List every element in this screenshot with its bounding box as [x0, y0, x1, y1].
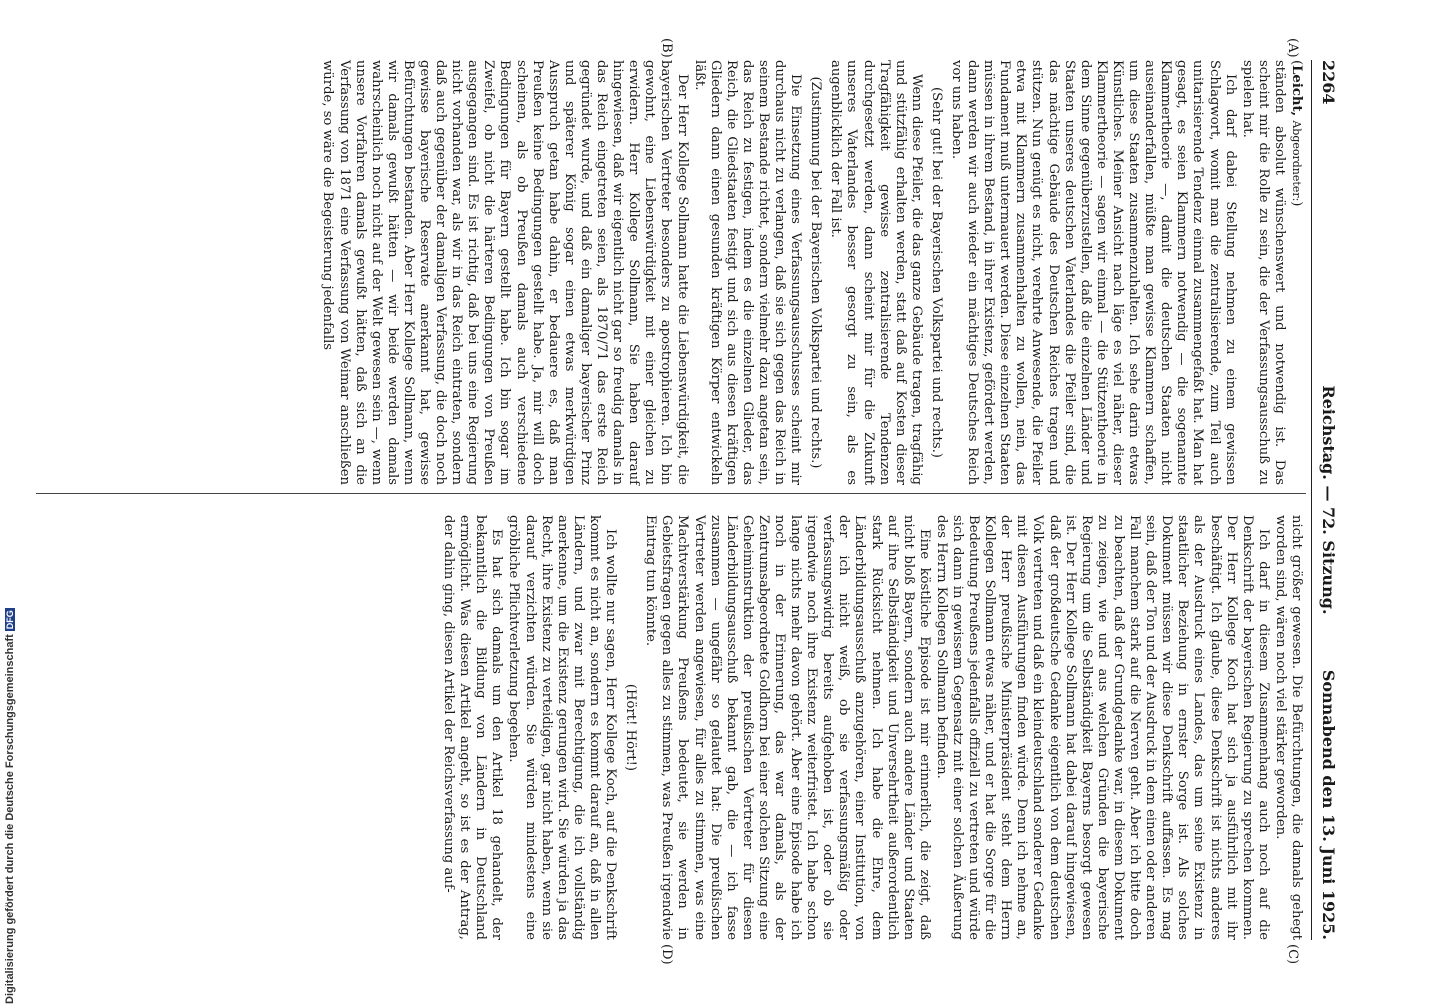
remark: (Zustimmung bei der Bayerischen Volkspartei und rechts.) [808, 76, 824, 469]
paragraph: ständen absolut wünschenswert und notwendig ist. Das scheint mir die Rolle zu sein, die der Verfassungsausschuß zu spielen hat. [1239, 60, 1287, 485]
remark: (Sehr gut! bei der Bayerischen Volkspartei und rechts.) [928, 87, 944, 458]
page-number: 2264 [1319, 60, 1338, 105]
margin-mark-a: (A) [1285, 38, 1300, 58]
remark: (Hört! Hört!) [623, 683, 639, 772]
column-divider [36, 493, 1306, 494]
paragraph: Es hat sich damals um den Artikel 18 gehandelt, der bekanntlich die Bildung von Ländern in Deutschland ermöglicht. Was diesen Artikel angeht, so ist es der Antrag, der dahin ging, diesen Artikel der Reichsverfassung auf- [441, 515, 505, 940]
page-header [1314, 60, 1338, 940]
margin-mark-c: (C) [1285, 944, 1300, 965]
paragraph: Der Herr Kollege Sollmann hatte die Liebenswürdigkeit, die bayerischen Vertreter besonders zu apostrophieren. Ich bin gewohnt, eine Liebenswürdigkeit mit einer gleichen zu erwidern. Herr Kollege Sollmann, Sie haben darauf hingewiesen, daß wir eigentlich nicht gar so freudig damals in das Reich eingetreten seien, als 1870/71 das erste Reich gegründet wurde, und daß ein damaliger bayerischer Prinz und späterer König sogar einen etwas merkwürdigen Ausspruch getan habe dahin, er bedauere es, daß man Preußen keine Bedingungen gestellt habe. Ja, mir will doch scheinen, als ob Preußen damals auch verschiedene Bedingungen für Bayern gestellt habe. Ich bin sogar im Zweifel, ob nicht die härteren Bedingungen von Preußen ausgegangen sind. Es ist richtig, daß bei uns eine Regierung nicht vorhanden war, als wir in das Reich eintraten, sondern daß auch gegenüber der damaligen Verfassung, die doch noch gewisse bayerische Reservate anerkannt hat, gewisse Befürchtungen bestanden. Aber Herr Kollege Sollmann, wenn wir damals gewußt hätten — wir beide werden damals wahrscheinlich noch nicht auf der Welt gewesen sein —, wenn unsere Vorfahren damals gewußt hätten, daß sich an die Verfassung von 1871 eine Verfassung von Weimar anschließen würde, so wäre die Begeisterung jedenfalls [320, 60, 690, 485]
speaker-line: (Leicht, Abgeordneter:) [1289, 60, 1304, 207]
paragraph: nicht größer gewesen. Die Befürchtungen, die damals gehegt worden sind, wären noch viel stärker geworden. [1272, 515, 1304, 940]
dfg-logo: DFG [5, 610, 15, 630]
paragraph: Ich darf dabei Stellung nehmen zu einem gewissen Schlagwort, womit man die zentralisierende, zum Teil auch unitarisierende Tendenz einmal zusammengefaßt hat. Man hat gesagt, es seien Klammern notwendig — die sogenannte Klammertheorie —, damit die deutschen Staaten nicht auseinanderfallen, müßte man gewisse Klammern schaffen, um diese Staaten zusammenzuhalten. Ich sehe darin etwas Künstliches. Meiner Ansicht nach läge es viel näher, dieser Klammertheorie — sagen wir einmal — die Stützentheorie in dem Sinne gegenüberzustellen, daß die einzelnen Länder und Staaten unseres deutschen Vaterlandes die Pfeiler sind, die das mächtige Gebäude des Deutschen Reiches tragen und stützen. Nun genügt es nicht, verehrte Anwesende, die Pfeiler etwa mit Klammern zusammenhalten zu wollen, nein, das Fundament muß untermauert werden. Diese einzelnen Staaten müssen in ihrem Bestand, in ihrer Existenz, gefördert werden, dann werden wir auch wieder ein mächtiges Deutsches Reich vor uns haben. [949, 60, 1238, 485]
header-rule [1311, 60, 1312, 940]
paragraph: Ich darf in diesem Zusammenhang auch noch auf die Denkschrift der bayerischen Regierung zu sprechen kommen. Der Herr Kollege Koch hat sich ja ausführlich mit ihr beschäftigt. Ich glaube, diese Denkschrift ist nichts anderes als der Ausdruck eines Landes, das um seine Existenz in staatlicher Beziehung in ernster Sorge ist. Als solches Dokument müssen wir diese Denkschrift auffassen. Es mag sein, daß der Ton und der Ausdruck in dem einen oder anderen Fall manchem stark auf die Nerven geht. Aber ich bitte doch zu beachten, daß der Grundgedanke war, in diesem Dokument zu zeigen, wie und aus welchen Gründen die bayerische Regierung um die Selbständigkeit Bayerns besorgt gewesen ist. Der Herr Kollege Sollmann hat dabei darauf hingewiesen, daß der großdeutsche Gedanke eigentlich von dem deutschen Volk vertreten und daß ein kleindeutschland sonderer Gedanke mit diesen Ausführungen finden würde. Denn ich nehme an, der Herr preußische Ministerpräsident steht dem Herrn Kollegen Sollmann etwas näher, und er hat die Sorge für die Bedeutung Preußens jedenfalls offiziell zu vertreten und würde sich dann in gewissem Gegensatz mit einer solchen Äußerung des Herrn Kollegen Sollmann befinden. [933, 515, 1271, 940]
paragraph: Die Einsetzung eines Verfassungsausschusses scheint mir durchaus nicht zu verlangen, daß sie sich gegen das Reich in seinem Bestande richtet, sondern vielmehr dazu angetan sein, das Reich zu festigen, indem es die einzelnen Glieder, das Reich, die Gliedstaaten festigt und sich aus diesen kräftigen Gliedern dann einen gesunden kräftigen Körper entwickeln läßt. [691, 60, 804, 485]
paragraph: Eine köstliche Episode ist mir erinnerlich, die zeigt, daß nicht bloß Bayern, sondern auch andere Länder und Staaten auf ihre Selbständigkeit und Unversehrtheit außerordentlich stark Rücksicht nehmen. Ich habe die Ehre, dem Länderbildungsausschuß anzugehören, einer Institution, von der ich nicht weiß, ob sie verfassungsmäßig oder verfassungswidrig bereits aufgehoben ist, oder ob sie irgendwie noch ihre Existenz weiterfristet. Ich habe schon lange nichts mehr davon gehört. Aber eine Episode habe ich noch in der Erinnerung, das war damals, als der Zentrumsabgeordnete Goldhorn bei einer solchen Sitzung eine Geheiminstruktion der preußischen Vertreter für diesen Länderbildungsausschuß bekannt gab, die — ich fasse zusammen — ungefähr so gelautet hat: Die preußischen Vertreter werden angewiesen, für alles zu stimmen, was eine Machtverstärkung Preußens bedeutet, sie werden in Gebietsfragen gegen alles zu stimmen, was Preußen irgendwie Eintrag tun könnte. [643, 515, 932, 940]
right-column [439, 515, 1304, 940]
left-column [318, 60, 1304, 485]
speaker-name: Leicht, [1289, 65, 1304, 117]
paragraph: Ich wollte nur sagen, Herr Kollege Koch, auf die Denkschrift kommt es nicht an, sondern es kommt darauf an, daß in allen Ländern, und zwar mit Berechtigung, die ich vollständig anerkenne, um die Existenz gerungen wird. Sie würden ja das Recht, ihre Existenz zu verteidigen, gar nicht haben, wenn sie darauf verzichten würden. Sie würden mindestens eine gröbliche Pflichtverletzung begehen. [506, 515, 619, 940]
margin-mark-b: (B) [659, 38, 674, 58]
credit-text: Digitalisierung gefördert durch die Deutsche Forschungsgemeinschaft [4, 634, 16, 1004]
session-date: Sonnabend den 13. Juni 1925. [1319, 669, 1338, 940]
page-title: Reichstag. — 72. Sitzung. [1319, 385, 1338, 615]
speaker-role: Abgeordneter: [1290, 120, 1303, 202]
margin-mark-d: (D) [659, 944, 674, 965]
paragraph: Wenn diese Pfeiler, die das ganze Gebäude tragen, tragfähig und stützfähig erhalten werden, statt daß auf Kosten dieser Tragfähigkeit gewisse zentralisierende Tendenzen durchgesetzt werden, dann scheint mir für die Zukunft unseres Vaterlandes besser gesorgt zu sein, als es augenblicklich der Fall ist. [828, 60, 924, 485]
